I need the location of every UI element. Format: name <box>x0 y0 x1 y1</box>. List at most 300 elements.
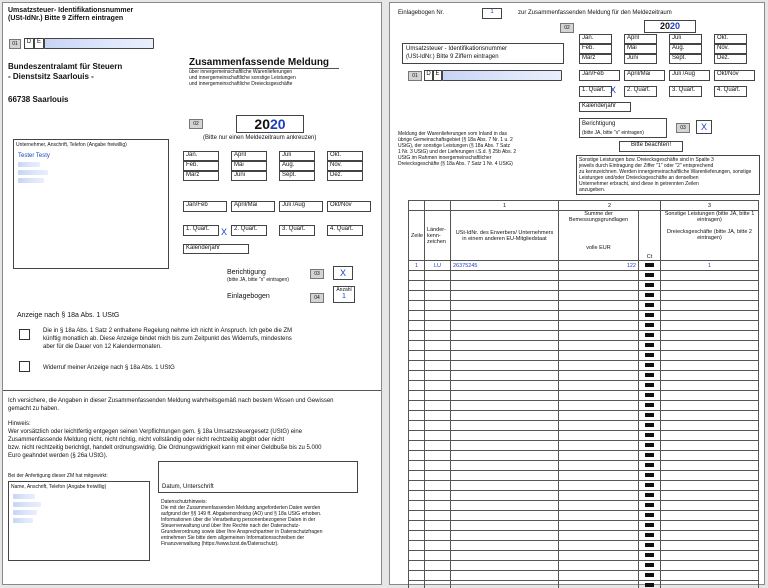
row-country-cell[interactable] <box>425 571 451 581</box>
row-cents-cell[interactable] <box>639 571 661 581</box>
month-box[interactable]: Dez. <box>714 54 747 64</box>
row-vatid-cell[interactable] <box>451 341 559 351</box>
col-type-title-2: Dreiecksgeschäfte (bitte JA, bitte 2 eintragen) <box>667 229 752 241</box>
row-amount-cell[interactable] <box>559 311 639 321</box>
row-vatid-cell[interactable] <box>451 271 559 281</box>
row-cents-cell[interactable] <box>639 421 661 431</box>
row-cents-cell[interactable] <box>639 481 661 491</box>
month-box[interactable]: Nov. <box>714 44 747 54</box>
row-line-cell[interactable] <box>409 321 425 331</box>
row-line-cell[interactable] <box>409 391 425 401</box>
row-cents-cell[interactable] <box>639 401 661 411</box>
notice-checkbox[interactable] <box>19 329 30 340</box>
row-amount-cell[interactable] <box>559 431 639 441</box>
address-box[interactable] <box>13 139 169 269</box>
row-country-cell[interactable] <box>425 451 451 461</box>
row-cents-cell[interactable] <box>639 301 661 311</box>
month-box[interactable]: März <box>183 171 219 181</box>
row-cents-cell[interactable] <box>639 371 661 381</box>
row-amount-cell[interactable] <box>559 461 639 471</box>
row-type-cell[interactable] <box>661 551 759 561</box>
row-line-cell[interactable] <box>409 341 425 351</box>
p2-correction-input[interactable] <box>696 120 712 134</box>
row-amount-cell[interactable] <box>559 491 639 501</box>
row-vatid-cell[interactable] <box>451 291 559 301</box>
row-type-cell[interactable] <box>661 341 759 351</box>
attention-button[interactable]: Bitte beachten! <box>619 141 683 152</box>
row-amount-cell[interactable] <box>559 321 639 331</box>
table-row <box>409 581 759 588</box>
p2-year-field[interactable] <box>644 20 696 33</box>
row-amount-cell[interactable] <box>559 581 639 588</box>
bimonth-box[interactable]: Okt/Nov <box>714 70 755 81</box>
bimonth-box[interactable]: Okt/Nov <box>327 201 371 212</box>
row-line-cell[interactable] <box>409 541 425 551</box>
table-row <box>409 401 759 411</box>
row-type-cell[interactable] <box>661 321 759 331</box>
col-amount-unit: volle EUR <box>586 245 611 251</box>
row-type-cell[interactable] <box>661 581 759 588</box>
row-cents-cell[interactable] <box>639 541 661 551</box>
correction-hint: (bitte JA, bitte "x" eintragen) <box>227 277 289 283</box>
row-vatid-cell[interactable] <box>451 521 559 531</box>
row-amount-cell[interactable] <box>559 371 639 381</box>
row-line-cell[interactable] <box>409 421 425 431</box>
row-type-cell[interactable] <box>661 301 759 311</box>
cents-blackout <box>645 363 654 367</box>
row-amount-cell[interactable] <box>559 511 639 521</box>
sheets-count: 1 <box>342 293 346 300</box>
row-line-cell[interactable] <box>409 551 425 561</box>
row-cents-cell[interactable] <box>639 501 661 511</box>
row-vatid-cell[interactable] <box>451 561 559 571</box>
row-amount-cell[interactable] <box>559 521 639 531</box>
row-vatid-cell[interactable] <box>451 531 559 541</box>
row-country-cell[interactable] <box>425 521 451 531</box>
notice-title: Anzeige nach § 18a Abs. 1 UStG <box>17 312 120 319</box>
row-line-cell[interactable] <box>409 521 425 531</box>
row-country-cell[interactable] <box>425 491 451 501</box>
row-country-cell[interactable] <box>425 281 451 291</box>
p2-correction-box <box>579 118 667 138</box>
row-cents-cell[interactable] <box>639 471 661 481</box>
row-country-cell[interactable] <box>425 361 451 371</box>
row-line-cell[interactable] <box>409 361 425 371</box>
p2-correction-mark: X <box>700 122 707 132</box>
calendar-year-box[interactable]: Kalenderjahr <box>183 244 249 254</box>
row-line-cell[interactable] <box>409 511 425 521</box>
cents-blackout <box>645 313 654 317</box>
address-redacted-3 <box>18 178 44 183</box>
row-line-cell[interactable]: 1 <box>409 261 425 271</box>
month-box[interactable]: Juni <box>231 171 267 181</box>
quarter-box[interactable]: 4. Quart. <box>327 225 363 236</box>
form-subtitle-2: und innergemeinschaftliche sonstige Leistungen <box>189 75 296 81</box>
row-line-cell[interactable] <box>409 491 425 501</box>
month-box[interactable]: Dez. <box>327 171 363 181</box>
month-box[interactable]: April <box>231 151 267 161</box>
row-type-cell[interactable] <box>661 561 759 571</box>
row-type-cell[interactable] <box>661 461 759 471</box>
p2-vat-label-1: Umsatzsteuer - Identifikationsnummer <box>406 46 508 52</box>
row-country-cell[interactable] <box>425 501 451 511</box>
month-box[interactable]: Nov. <box>327 161 363 171</box>
row-cents-cell[interactable] <box>639 391 661 401</box>
row-line-cell[interactable] <box>409 301 425 311</box>
authority-city: 66738 Saarlouis <box>8 95 69 104</box>
row-line-cell[interactable] <box>409 441 425 451</box>
row-type-cell[interactable] <box>661 491 759 501</box>
row-vatid-cell[interactable] <box>451 331 559 341</box>
right-note-2: jeweils durch Eintragung der Ziffer "1" oder "2" entsprechend <box>579 163 714 169</box>
month-box[interactable]: März <box>579 54 612 64</box>
row-line-cell[interactable] <box>409 501 425 511</box>
row-amount-cell[interactable] <box>559 471 639 481</box>
row-type-cell[interactable] <box>661 451 759 461</box>
month-box[interactable]: Okt. <box>327 151 363 161</box>
row-type-cell[interactable] <box>661 331 759 341</box>
row-vatid-cell[interactable] <box>451 581 559 588</box>
row-cents-cell[interactable] <box>639 351 661 361</box>
row-vatid-cell[interactable] <box>451 471 559 481</box>
row-country-cell[interactable] <box>425 331 451 341</box>
row-country-cell[interactable] <box>425 481 451 491</box>
correction-input[interactable] <box>333 266 353 280</box>
row-amount-cell[interactable] <box>559 361 639 371</box>
row-cents-cell[interactable] <box>639 551 661 561</box>
row-line-cell[interactable] <box>409 291 425 301</box>
row-type-cell[interactable] <box>661 361 759 371</box>
row-vatid-cell[interactable] <box>451 401 559 411</box>
row-country-cell[interactable] <box>425 471 451 481</box>
row-vatid-cell[interactable] <box>451 501 559 511</box>
row-vatid-cell[interactable] <box>451 371 559 381</box>
sheets-count-box[interactable] <box>333 286 355 303</box>
revoke-checkbox[interactable] <box>19 361 30 372</box>
row-type-cell[interactable] <box>661 571 759 581</box>
row-vatid-cell[interactable] <box>451 411 559 421</box>
quarter-box[interactable]: 1. Quart. <box>183 225 219 236</box>
row-line-cell[interactable] <box>409 281 425 291</box>
month-box[interactable]: Aug. <box>669 44 702 54</box>
row-type-cell[interactable] <box>661 371 759 381</box>
row-line-cell[interactable] <box>409 571 425 581</box>
row-amount-cell[interactable] <box>559 441 639 451</box>
row-country-cell[interactable] <box>425 511 451 521</box>
month-box[interactable]: Sept. <box>669 54 702 64</box>
row-line-cell[interactable] <box>409 451 425 461</box>
year-field[interactable] <box>236 115 304 133</box>
month-box[interactable]: Jan. <box>183 151 219 161</box>
row-country-cell[interactable] <box>425 461 451 471</box>
row-type-cell[interactable] <box>661 511 759 521</box>
p2-year-prefix: 20 <box>659 21 670 31</box>
row-line-cell[interactable] <box>409 431 425 441</box>
row-cents-cell[interactable] <box>639 411 661 421</box>
month-box[interactable]: Feb. <box>183 161 219 171</box>
row-country-cell[interactable] <box>425 271 451 281</box>
row-line-cell[interactable] <box>409 401 425 411</box>
month-box[interactable]: Juli <box>279 151 315 161</box>
row-cents-cell[interactable] <box>639 441 661 451</box>
quarter-box[interactable]: 3. Quart. <box>669 86 702 97</box>
bimonth-box[interactable]: April/Mai <box>624 70 665 81</box>
row-country-cell[interactable] <box>425 441 451 451</box>
row-cents-cell[interactable] <box>639 461 661 471</box>
month-box[interactable]: Sept. <box>279 171 315 181</box>
month-box[interactable]: April <box>624 34 657 44</box>
right-note-box <box>576 155 760 195</box>
vat-id-input[interactable] <box>44 38 154 49</box>
row-vatid-cell[interactable] <box>451 421 559 431</box>
row-vatid-cell[interactable] <box>451 431 559 441</box>
row-vatid-cell[interactable] <box>451 541 559 551</box>
row-type-cell[interactable] <box>661 411 759 421</box>
row-vatid-cell[interactable] <box>451 361 559 371</box>
quarter-box[interactable]: 1. Quart. <box>579 86 612 97</box>
bimonth-box[interactable]: Juli /Aug <box>279 201 323 212</box>
month-box[interactable]: Jan. <box>579 34 612 44</box>
p2-vat-label-2: (USt-IdNr.) Bitte 9 Ziffern eintragen <box>406 54 499 60</box>
p2-vat-id-input[interactable] <box>442 70 562 81</box>
row-amount-cell[interactable] <box>559 421 639 431</box>
row-type-cell[interactable] <box>661 501 759 511</box>
row-country-cell[interactable] <box>425 401 451 411</box>
row-type-cell[interactable] <box>661 391 759 401</box>
row-country-cell[interactable] <box>425 581 451 588</box>
row-cents-cell[interactable] <box>639 331 661 341</box>
row-amount-cell[interactable] <box>559 401 639 411</box>
row-type-cell[interactable] <box>661 531 759 541</box>
row-vatid-cell[interactable] <box>451 571 559 581</box>
row-country-cell[interactable] <box>425 311 451 321</box>
row-amount-cell[interactable] <box>559 331 639 341</box>
row-country-cell[interactable] <box>425 551 451 561</box>
row-country-cell[interactable] <box>425 371 451 381</box>
bimonth-box[interactable]: Jan/Feb <box>183 201 227 212</box>
row-country-cell[interactable] <box>425 561 451 571</box>
table-row <box>409 341 759 351</box>
notice-text-2: künftig monatlich ab. Diese Anzeige bindet mich bis zum Zeitpunkt des Widerrufs, mindestens <box>43 336 292 342</box>
row-type-cell[interactable] <box>661 381 759 391</box>
privacy-7: Finanzverwaltung (https://www.bzst.de/Datenschutz). <box>161 541 279 547</box>
month-box[interactable]: Juli <box>669 34 702 44</box>
row-cents-cell[interactable] <box>639 381 661 391</box>
row-vatid-cell[interactable]: 26375245 <box>451 261 559 271</box>
row-cents-cell[interactable] <box>639 531 661 541</box>
row-type-cell[interactable] <box>661 271 759 281</box>
row-line-cell[interactable] <box>409 311 425 321</box>
row-cents-cell[interactable] <box>639 311 661 321</box>
row-type-cell[interactable] <box>661 521 759 531</box>
row-amount-cell[interactable] <box>559 551 639 561</box>
row-amount-cell[interactable]: 122 <box>559 261 639 271</box>
row-line-cell[interactable] <box>409 461 425 471</box>
signature-box[interactable] <box>158 461 358 493</box>
row-vatid-cell[interactable] <box>451 301 559 311</box>
row-vatid-cell[interactable] <box>451 321 559 331</box>
row-country-cell[interactable] <box>425 431 451 441</box>
bimonth-box[interactable]: Juli /Aug <box>669 70 710 81</box>
sheets-code: 04 <box>310 293 324 303</box>
row-type-cell[interactable]: 1 <box>661 261 759 271</box>
row-type-cell[interactable] <box>661 481 759 491</box>
row-vatid-cell[interactable] <box>451 551 559 561</box>
left-note-5: UStG im Rahmen innergemeinschaftlicher <box>398 155 492 161</box>
row-cents-cell[interactable] <box>639 341 661 351</box>
hint-title: Hinweis: <box>8 421 31 427</box>
authority-name: Bundeszentralamt für Steuern <box>8 62 123 71</box>
month-box[interactable]: Okt. <box>714 34 747 44</box>
hint-1: Wer vorsätzlich oder leichtfertig entgegen seinen Verpflichtungen gem. § 18a Umsatzsteuergesetz (UStG) eine <box>8 429 303 435</box>
row-line-cell[interactable] <box>409 381 425 391</box>
row-amount-cell[interactable] <box>559 341 639 351</box>
row-type-cell[interactable] <box>661 291 759 301</box>
row-country-cell[interactable] <box>425 351 451 361</box>
quarter-box[interactable]: 3. Quart. <box>279 225 315 236</box>
row-cents-cell[interactable] <box>639 581 661 588</box>
row-line-cell[interactable] <box>409 371 425 381</box>
row-type-cell[interactable] <box>661 401 759 411</box>
cents-blackout <box>645 263 654 267</box>
row-amount-cell[interactable] <box>559 411 639 421</box>
sheet-number-label: Einlagebogen Nr. <box>398 10 445 16</box>
row-line-cell[interactable] <box>409 351 425 361</box>
row-amount-cell[interactable] <box>559 561 639 571</box>
row-line-cell[interactable] <box>409 471 425 481</box>
row-type-cell[interactable] <box>661 541 759 551</box>
row-amount-cell[interactable] <box>559 291 639 301</box>
row-country-cell[interactable] <box>425 531 451 541</box>
quarter-box[interactable]: 2. Quart. <box>231 225 267 236</box>
quarter-box[interactable]: 4. Quart. <box>714 86 747 97</box>
cents-blackout <box>645 303 654 307</box>
row-cents-cell[interactable] <box>639 321 661 331</box>
address-name: Tester Testy <box>18 153 50 159</box>
row-country-cell[interactable] <box>425 421 451 431</box>
hint-3: bzw. nicht rechtzeitig berichtigt, handelt ordnungswidrig. Die Ordnungswidrigkeit kann mit einer Geldbuße bis zu 5.000 <box>8 445 322 451</box>
row-amount-cell[interactable] <box>559 281 639 291</box>
address-redacted-2 <box>18 170 48 175</box>
row-vatid-cell[interactable] <box>451 461 559 471</box>
row-amount-cell[interactable] <box>559 531 639 541</box>
row-line-cell[interactable] <box>409 561 425 571</box>
row-cents-cell[interactable] <box>639 491 661 501</box>
row-line-cell[interactable] <box>409 331 425 341</box>
row-amount-cell[interactable] <box>559 351 639 361</box>
row-amount-cell[interactable] <box>559 391 639 401</box>
table-row <box>409 571 759 581</box>
row-country-cell[interactable] <box>425 321 451 331</box>
row-amount-cell[interactable] <box>559 381 639 391</box>
row-type-cell[interactable] <box>661 311 759 321</box>
row-country-cell[interactable] <box>425 381 451 391</box>
col-3-number: 3 <box>661 201 759 211</box>
sheet-number[interactable]: 1 <box>482 8 502 19</box>
row-cents-cell[interactable] <box>639 261 661 271</box>
row-cents-cell[interactable] <box>639 561 661 571</box>
row-cents-cell[interactable] <box>639 431 661 441</box>
row-cents-cell[interactable] <box>639 291 661 301</box>
row-vatid-cell[interactable] <box>451 381 559 391</box>
row-country-cell[interactable] <box>425 301 451 311</box>
row-vatid-cell[interactable] <box>451 491 559 501</box>
row-line-cell[interactable] <box>409 531 425 541</box>
month-box[interactable]: Feb. <box>579 44 612 54</box>
row-vatid-cell[interactable] <box>451 311 559 321</box>
year-suffix: 20 <box>270 116 286 132</box>
row-cents-cell[interactable] <box>639 511 661 521</box>
month-box[interactable]: Mai <box>231 161 267 171</box>
revoke-text: Widerruf meiner Anzeige nach § 18a Abs. 1 UStG <box>43 365 175 371</box>
row-type-cell[interactable] <box>661 351 759 361</box>
correction-code: 03 <box>310 269 324 279</box>
row-country-cell[interactable] <box>425 411 451 421</box>
hint-2: Zusammenfassende Meldung nicht, nicht richtig, nicht vollständig oder nicht rechtzeitig abgibt oder nicht <box>8 437 285 443</box>
row-amount-cell[interactable] <box>559 481 639 491</box>
correction-mark: X <box>339 268 346 278</box>
row-type-cell[interactable] <box>661 421 759 431</box>
row-type-cell[interactable] <box>661 471 759 481</box>
month-box[interactable]: Mai <box>624 44 657 54</box>
month-box[interactable]: Juni <box>624 54 657 64</box>
row-amount-cell[interactable] <box>559 501 639 511</box>
row-line-cell[interactable] <box>409 271 425 281</box>
row-cents-cell[interactable] <box>639 271 661 281</box>
row-cents-cell[interactable] <box>639 451 661 461</box>
row-type-cell[interactable] <box>661 441 759 451</box>
row-amount-cell[interactable] <box>559 451 639 461</box>
row-cents-cell[interactable] <box>639 281 661 291</box>
table-row <box>409 551 759 561</box>
right-note-3: zu kennzeichnen. Werden innergemeinschaftliche Warenlieferungen, sonstige <box>579 169 752 175</box>
row-country-cell[interactable]: LU <box>425 261 451 271</box>
row-type-cell[interactable] <box>661 431 759 441</box>
row-country-cell[interactable] <box>425 291 451 301</box>
bimonth-box[interactable]: April/Mai <box>231 201 275 212</box>
row-vatid-cell[interactable] <box>451 391 559 401</box>
row-vatid-cell[interactable] <box>451 351 559 361</box>
row-country-cell[interactable] <box>425 391 451 401</box>
row-line-cell[interactable] <box>409 411 425 421</box>
table-row <box>409 391 759 401</box>
table-row <box>409 281 759 291</box>
row-vatid-cell[interactable] <box>451 441 559 451</box>
row-amount-cell[interactable] <box>559 571 639 581</box>
address-header: Unternehmer, Anschrift, Telefon (Angabe freiwillig) <box>16 142 127 148</box>
quarter-box[interactable]: 2. Quart. <box>624 86 657 97</box>
row-line-cell[interactable] <box>409 481 425 491</box>
row-country-cell[interactable] <box>425 341 451 351</box>
helper-box[interactable] <box>8 481 150 561</box>
row-country-cell[interactable] <box>425 541 451 551</box>
row-line-cell[interactable] <box>409 581 425 588</box>
row-vatid-cell[interactable] <box>451 511 559 521</box>
row-vatid-cell[interactable] <box>451 451 559 461</box>
p2-calendar-year-box[interactable]: Kalenderjahr <box>579 102 631 112</box>
privacy-5: Grundverordnung sowie über Ihre Ansprechpartner in Datenschutzfragen <box>161 529 323 535</box>
row-amount-cell[interactable] <box>559 541 639 551</box>
row-vatid-cell[interactable] <box>451 481 559 491</box>
row-cents-cell[interactable] <box>639 521 661 531</box>
row-type-cell[interactable] <box>661 281 759 291</box>
month-box[interactable]: Aug. <box>279 161 315 171</box>
row-cents-cell[interactable] <box>639 361 661 371</box>
row-vatid-cell[interactable] <box>451 281 559 291</box>
row-amount-cell[interactable] <box>559 301 639 311</box>
row-amount-cell[interactable] <box>559 271 639 281</box>
bimonth-box[interactable]: Jan/Feb <box>579 70 620 81</box>
